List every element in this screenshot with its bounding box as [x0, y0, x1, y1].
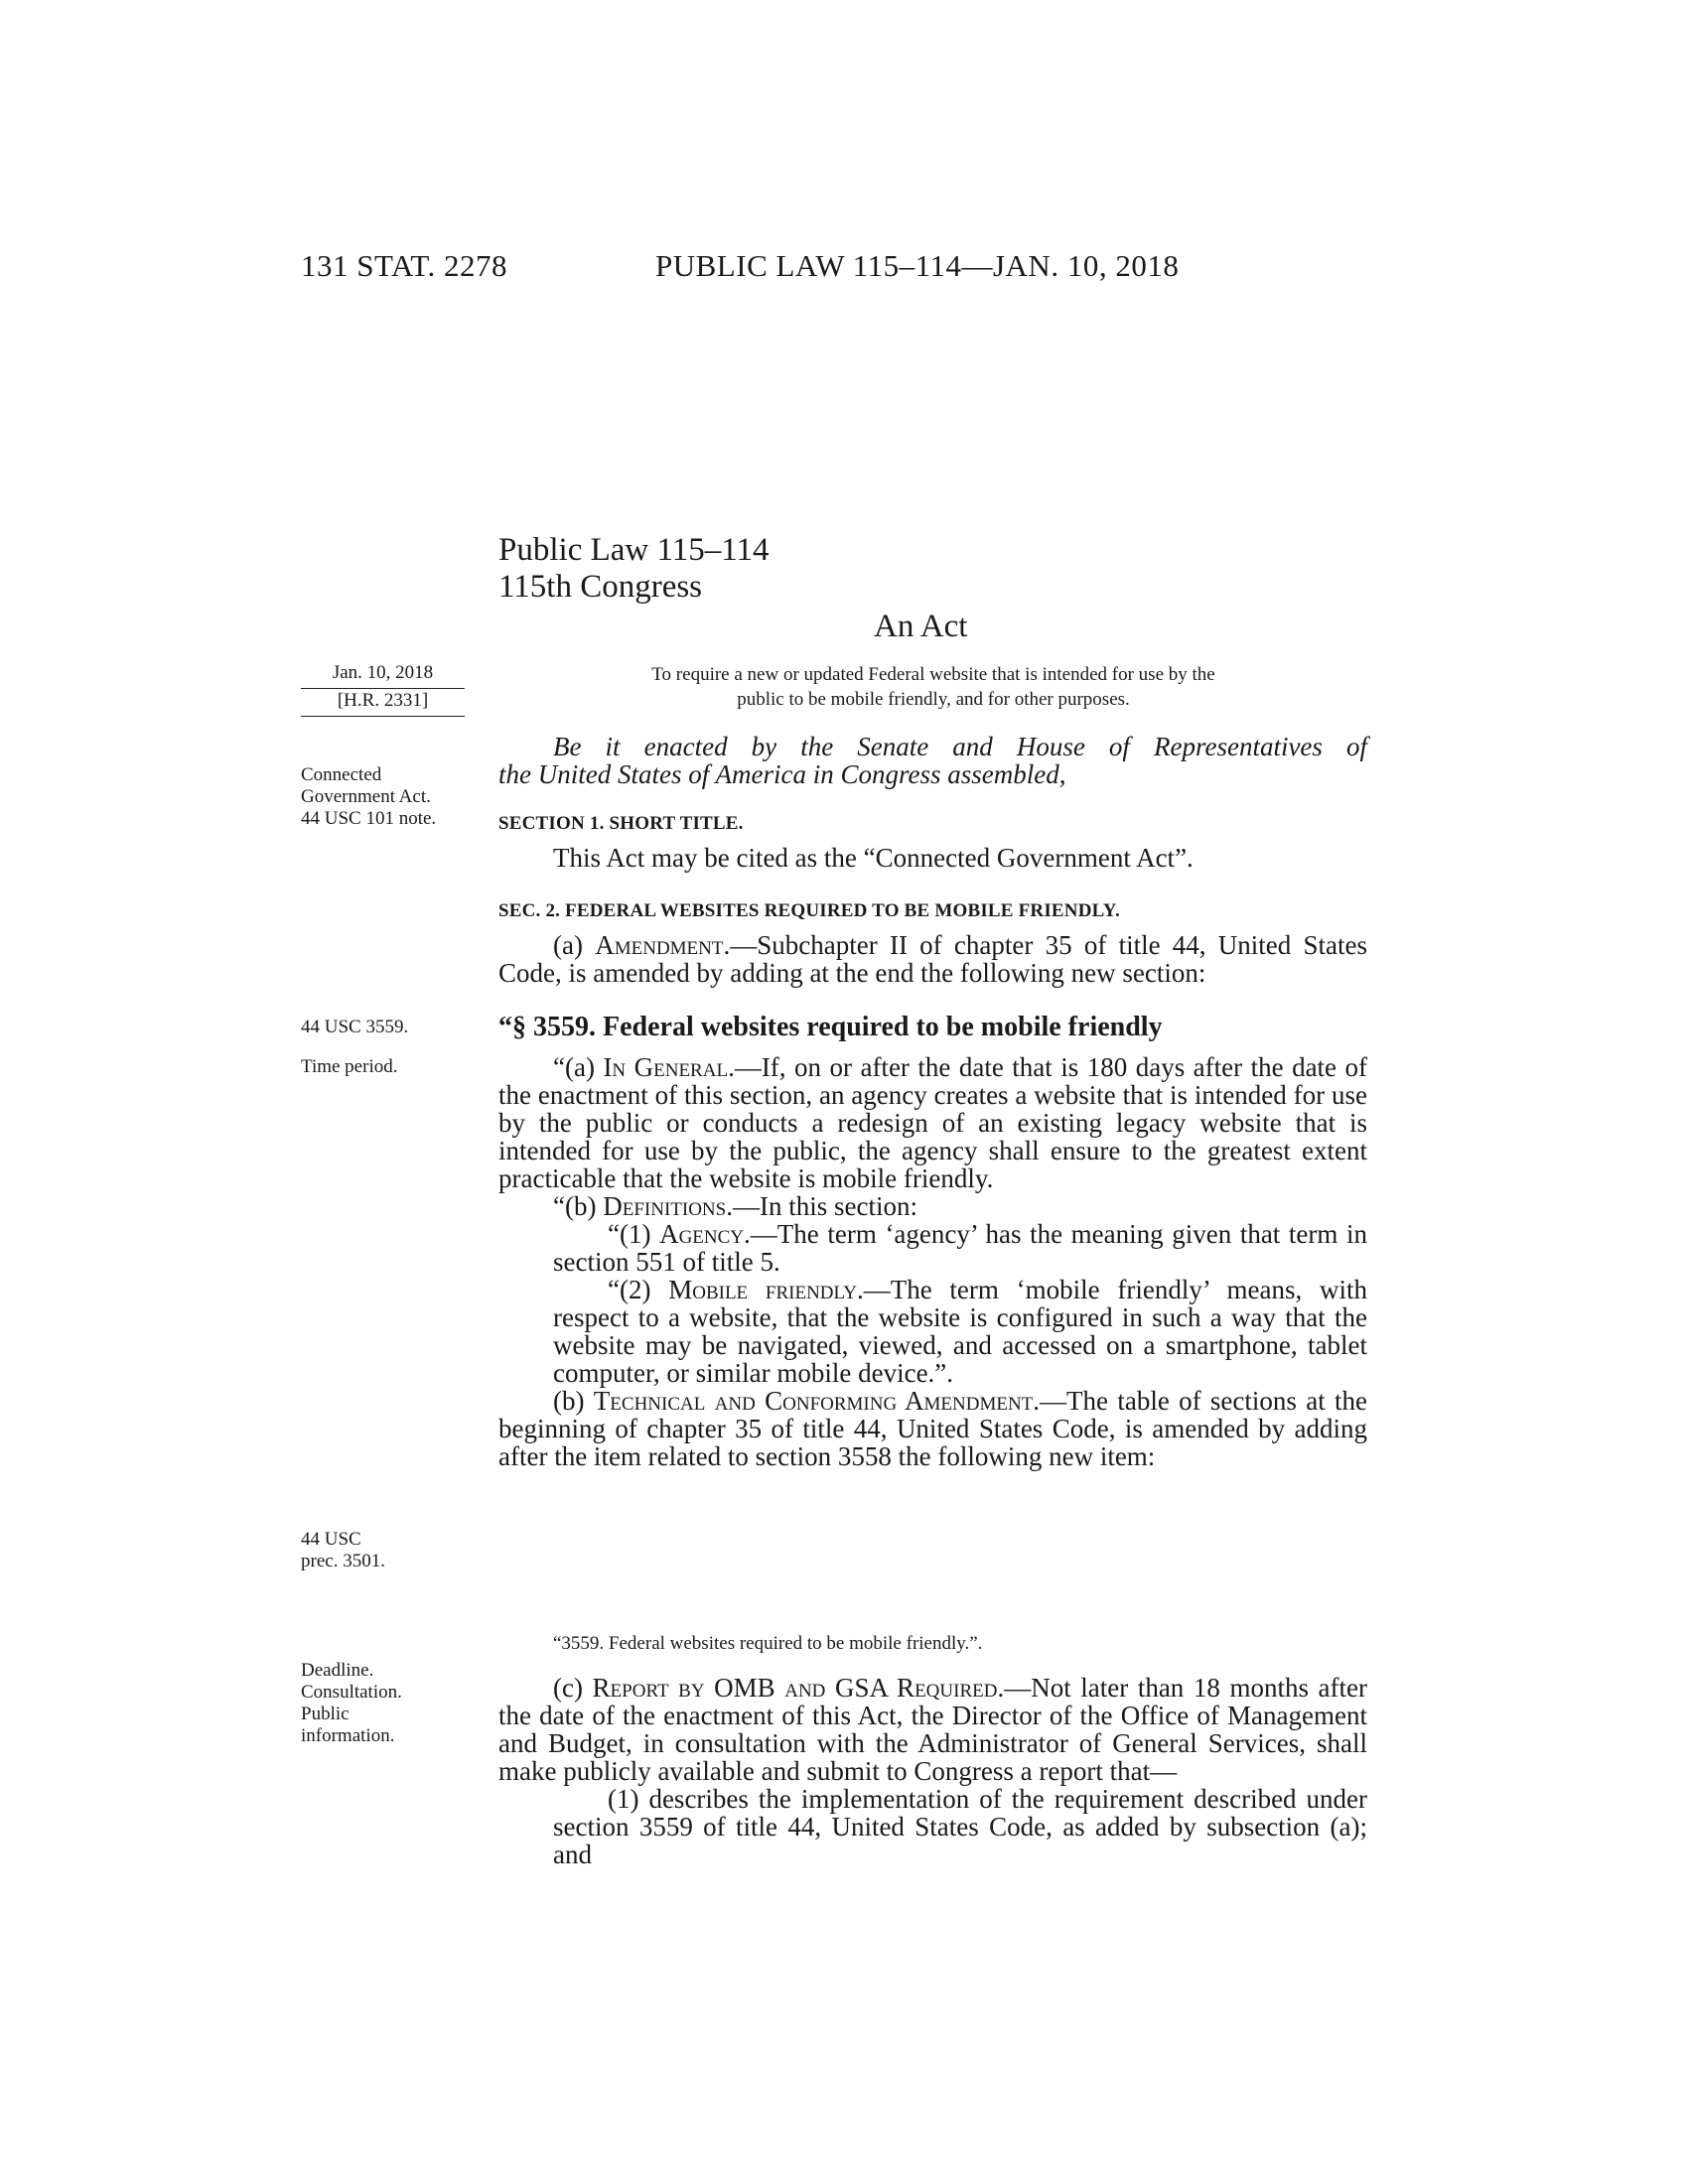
paragraph-label: “(a): [553, 1052, 604, 1082]
subsection-label: (b): [553, 1386, 594, 1416]
subsection-caption: Amendment: [595, 930, 724, 960]
enacting-clause: [498, 733, 1367, 788]
paragraph-text: .—The term ‘mobile friendly’ means, with respect to a website, that the website is configured in such a way that the website may be navigated, viewed, and accessed on a smartphone, tablet computer, or similar mobile device.”.: [553, 1275, 1368, 1388]
paragraph-caption: Mobile friendly: [668, 1275, 857, 1304]
subsection-label: (a): [553, 930, 596, 960]
note-line: information.: [301, 1725, 395, 1746]
paragraph-caption: In General: [603, 1052, 729, 1082]
section-3559-body: [498, 1053, 1367, 1470]
paragraph-label: “(b): [553, 1191, 604, 1221]
running-header: PUBLIC LAW 115–114—JAN. 10, 2018: [655, 248, 1180, 283]
section-1-text: [498, 844, 1367, 872]
paragraph-text: .—In this section:: [726, 1191, 917, 1221]
section-2-heading: SEC. 2. FEDERAL WEBSITES REQUIRED TO BE MOBILE FRIENDLY.: [498, 900, 1120, 921]
note-line: Consultation.: [301, 1682, 402, 1703]
subsection-caption: Technical and Conforming Amendment: [593, 1386, 1034, 1416]
usc-prec-note: [301, 1529, 470, 1572]
note-line: 44 USC: [301, 1529, 361, 1550]
bill-number-note: [301, 690, 465, 717]
subsection-caption: Report by OMB and GSA Required: [592, 1673, 998, 1703]
approval-date: Jan. 10, 2018: [332, 662, 434, 683]
paragraph-text: .—If, on or after the date that is 180 days after the date of the enactment of this section, an agency creates a website that is intended for use by the public or conducts a redesign of an existing legacy website that is intended for use by the public, the agency shall ensure to the greatest extent practicable that the website is mobile friendly.: [498, 1052, 1368, 1193]
note-line: Connected: [301, 764, 382, 785]
paragraph-caption: Definitions: [603, 1191, 727, 1221]
note-line: Public: [301, 1704, 350, 1724]
paragraph-caption: Agency: [659, 1219, 745, 1249]
subsection-label: (c): [553, 1673, 593, 1703]
paragraph-text: .—The term ‘agency’ has the meaning given that term in section 551 of title 5.: [553, 1219, 1367, 1277]
section-1-heading: SECTION 1. SHORT TITLE.: [498, 813, 744, 834]
purpose-line: public to be mobile friendly, and for other purposes.: [737, 689, 1130, 710]
paragraph-c1: (1) describes the implementation of the requirement described under section 3559 of title 44, United States Code, as added by subsection (a); and: [553, 1784, 1367, 1869]
public-law-number: Public Law 115–114: [498, 532, 770, 568]
subsection-text: .—Not later than 18 months after the date of the enactment of this Act, the Director of the Office of Management and Budget, in consultation with the Administrator of General Services, shall make publicly available and submit to Congress a report that—: [498, 1673, 1367, 1786]
note-line: prec. 3501.: [301, 1551, 385, 1571]
page-stat-reference: 131 STAT. 2278: [301, 248, 508, 283]
enacting-line: the United States of America in Congress assembled,: [498, 759, 1066, 789]
approval-date-note: [301, 662, 465, 689]
subsection-c: [498, 1674, 1367, 1868]
congress-number: 115th Congress: [498, 569, 703, 605]
section-1-paragraph: This Act may be cited as the “Connected Government Act”.: [553, 843, 1194, 873]
note-line: 44 USC 101 note.: [301, 808, 437, 829]
report-notes: [301, 1660, 470, 1747]
purpose-statement: [536, 662, 1331, 712]
paragraph-label: “(2): [608, 1275, 669, 1304]
subsection-text: .—Subchapter II of chapter 35 of title 44, United States Code, is amended by adding at the end the following new section:: [498, 930, 1368, 988]
bill-number: [H.R. 2331]: [337, 690, 429, 711]
paragraph-label: “(1): [608, 1219, 660, 1249]
enacting-line: Be it enacted by the Senate and House of Representatives of: [553, 732, 1367, 761]
short-title-note: [301, 764, 470, 830]
an-act-heading: An Act: [874, 609, 968, 644]
subsection-a: [498, 931, 1367, 987]
table-of-sections-item: “3559. Federal websites required to be mobile friendly.”.: [553, 1633, 983, 1654]
subsection-text: .—The table of sections at the beginning of chapter 35 of title 44, United States Code, is amended by adding after the item related to section 3558 the following new item:: [498, 1386, 1367, 1471]
time-period-note: Time period.: [301, 1056, 398, 1077]
note-line: Deadline.: [301, 1660, 374, 1681]
purpose-line: To require a new or updated Federal website that is intended for use by the: [651, 664, 1215, 685]
usc-3559-note: 44 USC 3559.: [301, 1017, 409, 1037]
section-3559-heading: “§ 3559. Federal websites required to be mobile friendly: [498, 1012, 1163, 1042]
note-line: Government Act.: [301, 786, 431, 807]
